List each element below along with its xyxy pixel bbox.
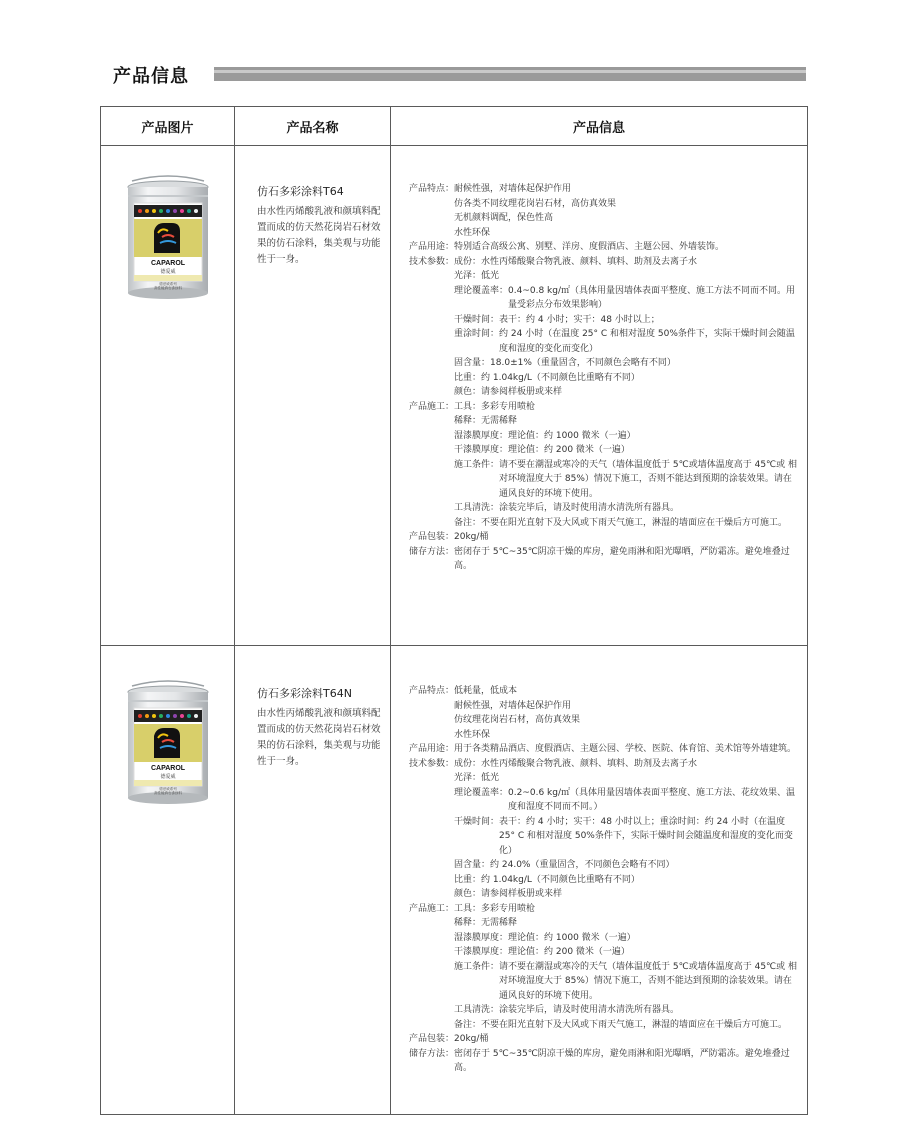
info-line: 特别适合高级公寓、别墅、洋房、度假酒店、主题公园、外墙装饰。 (454, 242, 725, 252)
item-label: 干燥时间： (454, 816, 500, 827)
item-text: 理论值：约 1000 微米（一遍） (508, 430, 636, 441)
can-sub-text-2: 高性能真石漆涂料 (153, 791, 182, 795)
info-section-packaging (409, 1032, 799, 1047)
spec-item (454, 385, 799, 400)
header-product-name: 产品名称 (235, 107, 391, 146)
item-text: 水性丙烯酸聚合物乳液、颜料、填料、助剂及去离子水 (481, 256, 698, 267)
section-label: 产品用途： (409, 744, 455, 754)
item-text: 涂装完毕后，请及时使用清水清洗所有器具。 (499, 503, 680, 513)
info-section-storage (409, 1047, 799, 1076)
item-label: 干漆膜厚度： (454, 947, 509, 957)
info-line: 耐候性强，对墙体起保护作用 (454, 700, 572, 711)
section-label: 产品施工： (409, 401, 455, 412)
info-section-specs (409, 757, 799, 902)
application-item (454, 516, 799, 531)
item-text: 18.0±1%（重量固含，不同颜色会略有不同） (490, 358, 676, 368)
item-label: 理论覆盖率： (454, 787, 509, 798)
item-label: 工具： (454, 903, 482, 914)
item-text: 涂装完毕后，请及时使用清水清洗所有器具。 (499, 1005, 680, 1015)
item-label: 稀释： (454, 918, 482, 928)
table-header-row (101, 107, 808, 146)
application-item (454, 400, 799, 415)
item-label: 颜色： (454, 387, 482, 397)
item-text: 约 1.04kg/L（不同颜色比重略有不同） (481, 372, 640, 383)
application-item (454, 945, 799, 960)
item-text: 无需稀释 (481, 416, 518, 426)
info-line: 密闭存于 5℃~35℃阴凉干燥的库房，避免雨淋和阳光曝晒，严防霜冻。避免堆叠过高。 (454, 546, 790, 571)
can-brand-text: CAPAROL (150, 260, 185, 267)
item-text: 理论值：约 200 微米（一遍） (508, 947, 630, 957)
product-table (100, 106, 808, 1115)
item-text: 请不要在潮湿或寒冷的天气（墙体温度低于 5℃或墙体温度高于 45℃或 相对环境湿度大于 85%）情况下施工，否则不能达到预期的涂装效果。请在通风良好的环境下使用。 (499, 459, 798, 499)
application-item (454, 443, 799, 458)
table-row (101, 646, 808, 1115)
spec-item (454, 873, 799, 888)
item-label: 比重： (454, 874, 482, 885)
section-label: 技术参数： (409, 758, 455, 769)
application-item (454, 1018, 799, 1033)
application-item (454, 902, 799, 917)
item-label: 干燥时间： (454, 314, 500, 325)
item-label: 理论覆盖率： (454, 285, 509, 296)
application-item (454, 429, 799, 444)
section-label: 产品包装： (409, 1034, 455, 1044)
item-text: 约 24.0%（重量固含，不同颜色会略有不同） (490, 860, 675, 870)
item-label: 固含量： (454, 358, 491, 368)
info-line: 水性环保 (454, 729, 491, 740)
paint-bucket-image (118, 175, 218, 303)
can-brand-cn-text: 德爱威 (159, 269, 176, 275)
section-label: 储存方法： (409, 1048, 455, 1059)
item-label: 成份： (454, 256, 482, 267)
item-label: 施工条件： (454, 961, 500, 972)
application-item (454, 501, 799, 516)
product-image-cell (101, 146, 235, 646)
spec-item (454, 255, 799, 270)
item-label: 备注： (454, 1019, 482, 1030)
application-item (454, 1003, 799, 1018)
can-sub-text-1: 德爱威系列 (158, 787, 177, 791)
section-label: 产品特点： (409, 184, 455, 194)
page-title: 产品信息 (113, 66, 189, 87)
info-line: 无机颜料调配，保色性高 (454, 213, 554, 223)
application-item (454, 458, 799, 502)
item-text: 约 1.04kg/L（不同颜色比重略有不同） (481, 874, 640, 885)
item-text: 多彩专用喷枪 (481, 401, 536, 412)
info-section-usage (409, 742, 799, 757)
section-label: 储存方法： (409, 546, 455, 557)
item-label: 工具清洗： (454, 503, 500, 513)
info-section-specs (409, 255, 799, 400)
info-line: 仿各类不同纹理花岗岩石材，高仿真效果 (454, 198, 617, 209)
can-sub-text-2: 高性能真石漆涂料 (153, 286, 182, 290)
info-line: 水性环保 (454, 227, 491, 238)
info-section-storage (409, 545, 799, 574)
spec-item (454, 356, 799, 371)
item-label: 备注： (454, 517, 482, 528)
item-text: 多彩专用喷枪 (481, 903, 536, 914)
item-label: 比重： (454, 372, 482, 383)
item-text: 理论值：约 200 微米（一遍） (508, 445, 630, 455)
product-name-cell (235, 646, 391, 1115)
item-label: 湿漆膜厚度： (454, 932, 509, 943)
spec-item (454, 284, 799, 313)
info-line: 耐候性强，对墙体起保护作用 (454, 184, 572, 194)
header-product-image: 产品图片 (101, 107, 235, 146)
item-text: 请不要在潮湿或寒冷的天气（墙体温度低于 5℃或墙体温度高于 45℃或 相对环境湿度大于 85%）情况下施工，否则不能达到预期的涂装效果。请在通风良好的环境下使用。 (499, 961, 798, 1001)
item-label: 工具清洗： (454, 1005, 500, 1015)
item-text: 不要在阳光直射下及大风或下雨天气施工，淋湿的墙面应在干燥后方可施工。 (481, 1019, 788, 1030)
product-info (409, 182, 799, 574)
item-text: 低光 (481, 773, 500, 783)
item-text: 不要在阳光直射下及大风或下雨天气施工，淋湿的墙面应在干燥后方可施工。 (481, 517, 788, 528)
item-text: 请参阅样板册或来样 (481, 387, 563, 397)
item-label: 重涂时间： (454, 329, 500, 339)
can-sub-text-1: 德爱威系列 (158, 282, 177, 286)
item-label: 施工条件： (454, 459, 500, 470)
item-text: 0.2~0.6 kg/㎡（具体用量因墙体表面平整度、施工方法、花纹效果、温度和湿度不同而不同。） (508, 787, 796, 812)
product-image-cell (101, 646, 235, 1115)
application-item (454, 960, 799, 1004)
item-text: 无需稀释 (481, 918, 518, 928)
can-brand-text: CAPAROL (150, 765, 185, 772)
info-section-features (409, 684, 799, 742)
info-section-features (409, 182, 799, 240)
info-section-usage (409, 240, 799, 255)
product-name-cell (235, 146, 391, 646)
item-text: 表干：约 4 小时；实干：48 小时以上；重涂时间：约 24 小时（在温度 25° C 和相对湿度 50%条件下，实际干燥时间会随温度和湿度的变化而变化） (499, 816, 793, 856)
info-line: 低耗量，低成本 (454, 686, 518, 696)
section-label: 产品施工： (409, 903, 455, 914)
can-brand-cn-text: 德爱威 (159, 774, 176, 780)
section-label: 技术参数： (409, 256, 455, 267)
product-name: 仿石多彩涂料T64 (257, 185, 344, 198)
item-text: 水性丙烯酸聚合物乳液、颜料、填料、助剂及去离子水 (481, 758, 698, 769)
section-label: 产品特点： (409, 686, 455, 696)
info-line: 20kg/桶 (454, 532, 489, 542)
info-section-packaging (409, 530, 799, 545)
item-text: 理论值：约 1000 微米（一遍） (508, 932, 636, 943)
info-line: 仿纹理花岗岩石材，高仿真效果 (454, 715, 581, 725)
item-label: 固含量： (454, 860, 491, 870)
item-label: 湿漆膜厚度： (454, 430, 509, 441)
product-info (409, 684, 799, 1076)
info-line: 用于各类精品酒店、度假酒店、主题公园、学校、医院、体育馆、美术馆等外墙建筑。 (454, 744, 797, 754)
section-label: 产品用途： (409, 242, 455, 252)
info-section-application (409, 902, 799, 1033)
application-item (454, 916, 799, 931)
section-label: 产品包装： (409, 532, 455, 542)
application-item (454, 931, 799, 946)
spec-item (454, 327, 799, 356)
title-divider-bar (214, 67, 806, 81)
item-label: 颜色： (454, 889, 482, 899)
product-description: 由水性丙烯酸乳液和颜填料配置而成的仿天然花岗岩石材效果的仿石涂料，集美观与功能性于一身。 (257, 206, 381, 265)
info-line: 20kg/桶 (454, 1034, 489, 1044)
product-name: 仿石多彩涂料T64N (257, 687, 352, 700)
table-row (101, 146, 808, 646)
spec-item (454, 771, 799, 786)
spec-item (454, 858, 799, 873)
spec-item (454, 815, 799, 859)
spec-item (454, 269, 799, 284)
product-info-cell (391, 146, 808, 646)
item-text: 请参阅样板册或来样 (481, 889, 563, 899)
item-label: 成份： (454, 758, 482, 769)
info-section-application (409, 400, 799, 531)
spec-item (454, 757, 799, 772)
spec-item (454, 313, 799, 328)
spec-item (454, 371, 799, 386)
header-product-info: 产品信息 (391, 107, 808, 146)
item-text: 约 24 小时（在温度 25° C 和相对湿度 50%条件下，实际干燥时间会随温度和湿度的变化而变化） (499, 329, 795, 354)
info-line: 密闭存于 5℃~35℃阴凉干燥的库房，避免雨淋和阳光曝晒，严防霜冻。避免堆叠过高。 (454, 1048, 790, 1073)
item-label: 光泽： (454, 271, 482, 281)
product-info-cell (391, 646, 808, 1115)
item-text: 低光 (481, 271, 500, 281)
spec-item (454, 887, 799, 902)
paint-bucket-image (118, 680, 218, 808)
spec-item (454, 786, 799, 815)
item-label: 干漆膜厚度： (454, 445, 509, 455)
product-description: 由水性丙烯酸乳液和颜填料配置而成的仿天然花岗岩石材效果的仿石涂料，集美观与功能性于一身。 (257, 708, 381, 767)
item-label: 光泽： (454, 773, 482, 783)
item-label: 工具： (454, 401, 482, 412)
item-text: 0.4~0.8 kg/㎡（具体用量因墙体表面平整度、施工方法不同而不同。用量受彩点分布效果影响） (508, 285, 796, 310)
item-text: 表干：约 4 小时；实干：48 小时以上； (499, 314, 660, 325)
item-label: 稀释： (454, 416, 482, 426)
application-item (454, 414, 799, 429)
